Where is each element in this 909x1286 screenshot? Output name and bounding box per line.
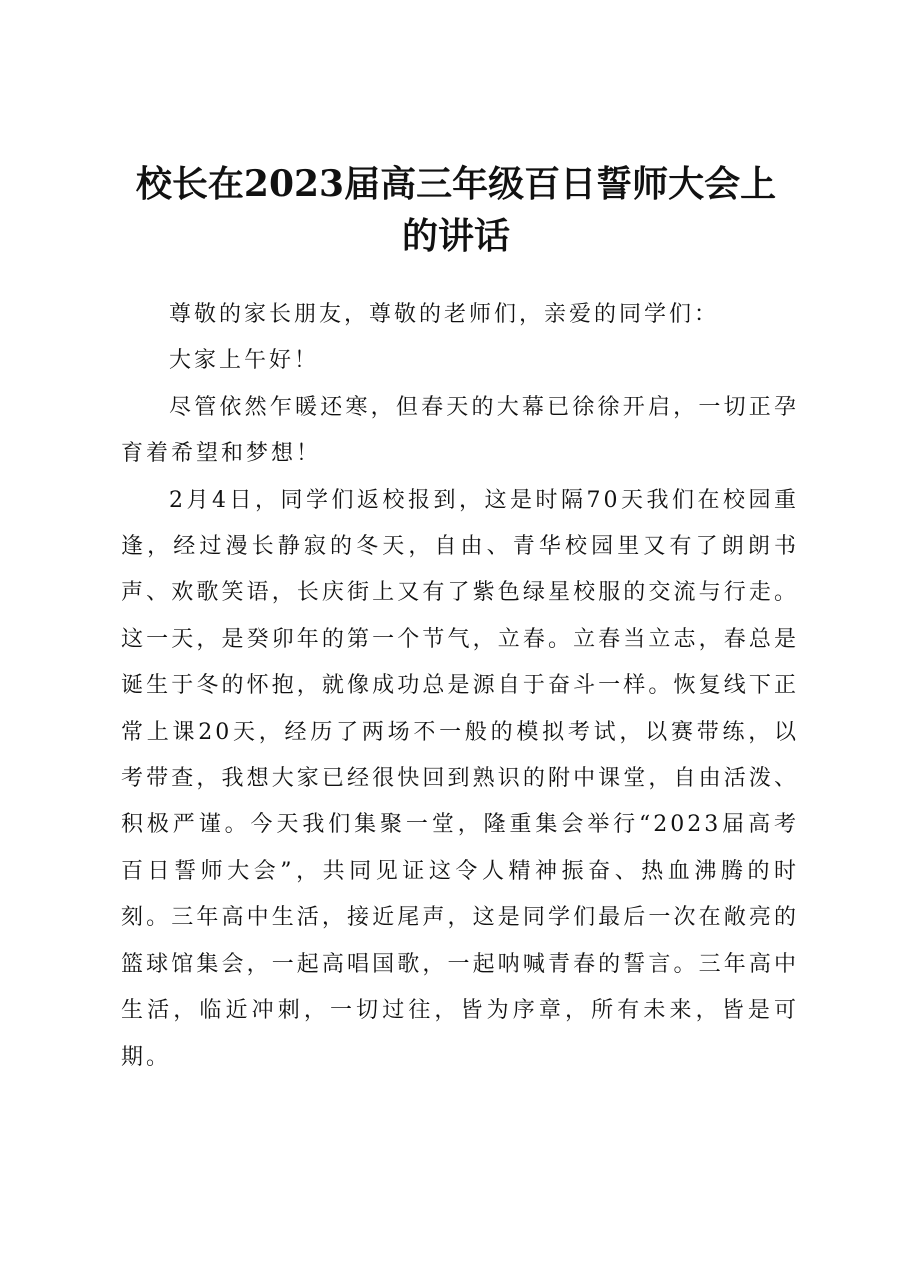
paragraph-main-body: 2月4日，同学们返校报到，这是时隔70天我们在校园重逢，经过漫长静寂的冬天，自由、青华校园里又有了朗朗书声、欢歌笑语，长庆街上又有了紫色绿星校服的交流与行走。这一天，是癸卯年的第一个节气，立春。立春当立志，春总是诞生于冬的怀抱，就像成功总是源自于奋斗一样。恢复线下正常上课20天，经历了两场不一般的模拟考试，以赛带练，以考带查，我想大家已经很快回到熟识的附中课堂，自由活泼、积极严谨。今天我们集聚一堂，隆重集会举行“2023届高考百日誓师大会”，共同见证这令人精神振奋、热血沸腾的时刻。三年高中生活，接近尾声，这是同学们最后一次在敞亮的篮球馆集会，一起高唱国歌，一起呐喊青春的誓言。三年高中生活，临近冲刺，一切过往，皆为序章，所有未来，皆是可期。	[121, 487, 799, 1070]
document-title: 校长在2023届高三年级百日誓师大会上的讲话	[135, 163, 777, 257]
document-body	[121, 292, 799, 1081]
paragraph-spring-opening: 尽管依然乍暖还寒，但春天的大幕已徐徐开启，一切正孕育着希望和梦想！	[121, 394, 799, 467]
paragraph-good-morning: 大家上午好！	[169, 348, 320, 374]
paragraph-greeting: 尊敬的家长朋友，尊敬的老师们，亲爱的同学们：	[169, 302, 720, 327]
